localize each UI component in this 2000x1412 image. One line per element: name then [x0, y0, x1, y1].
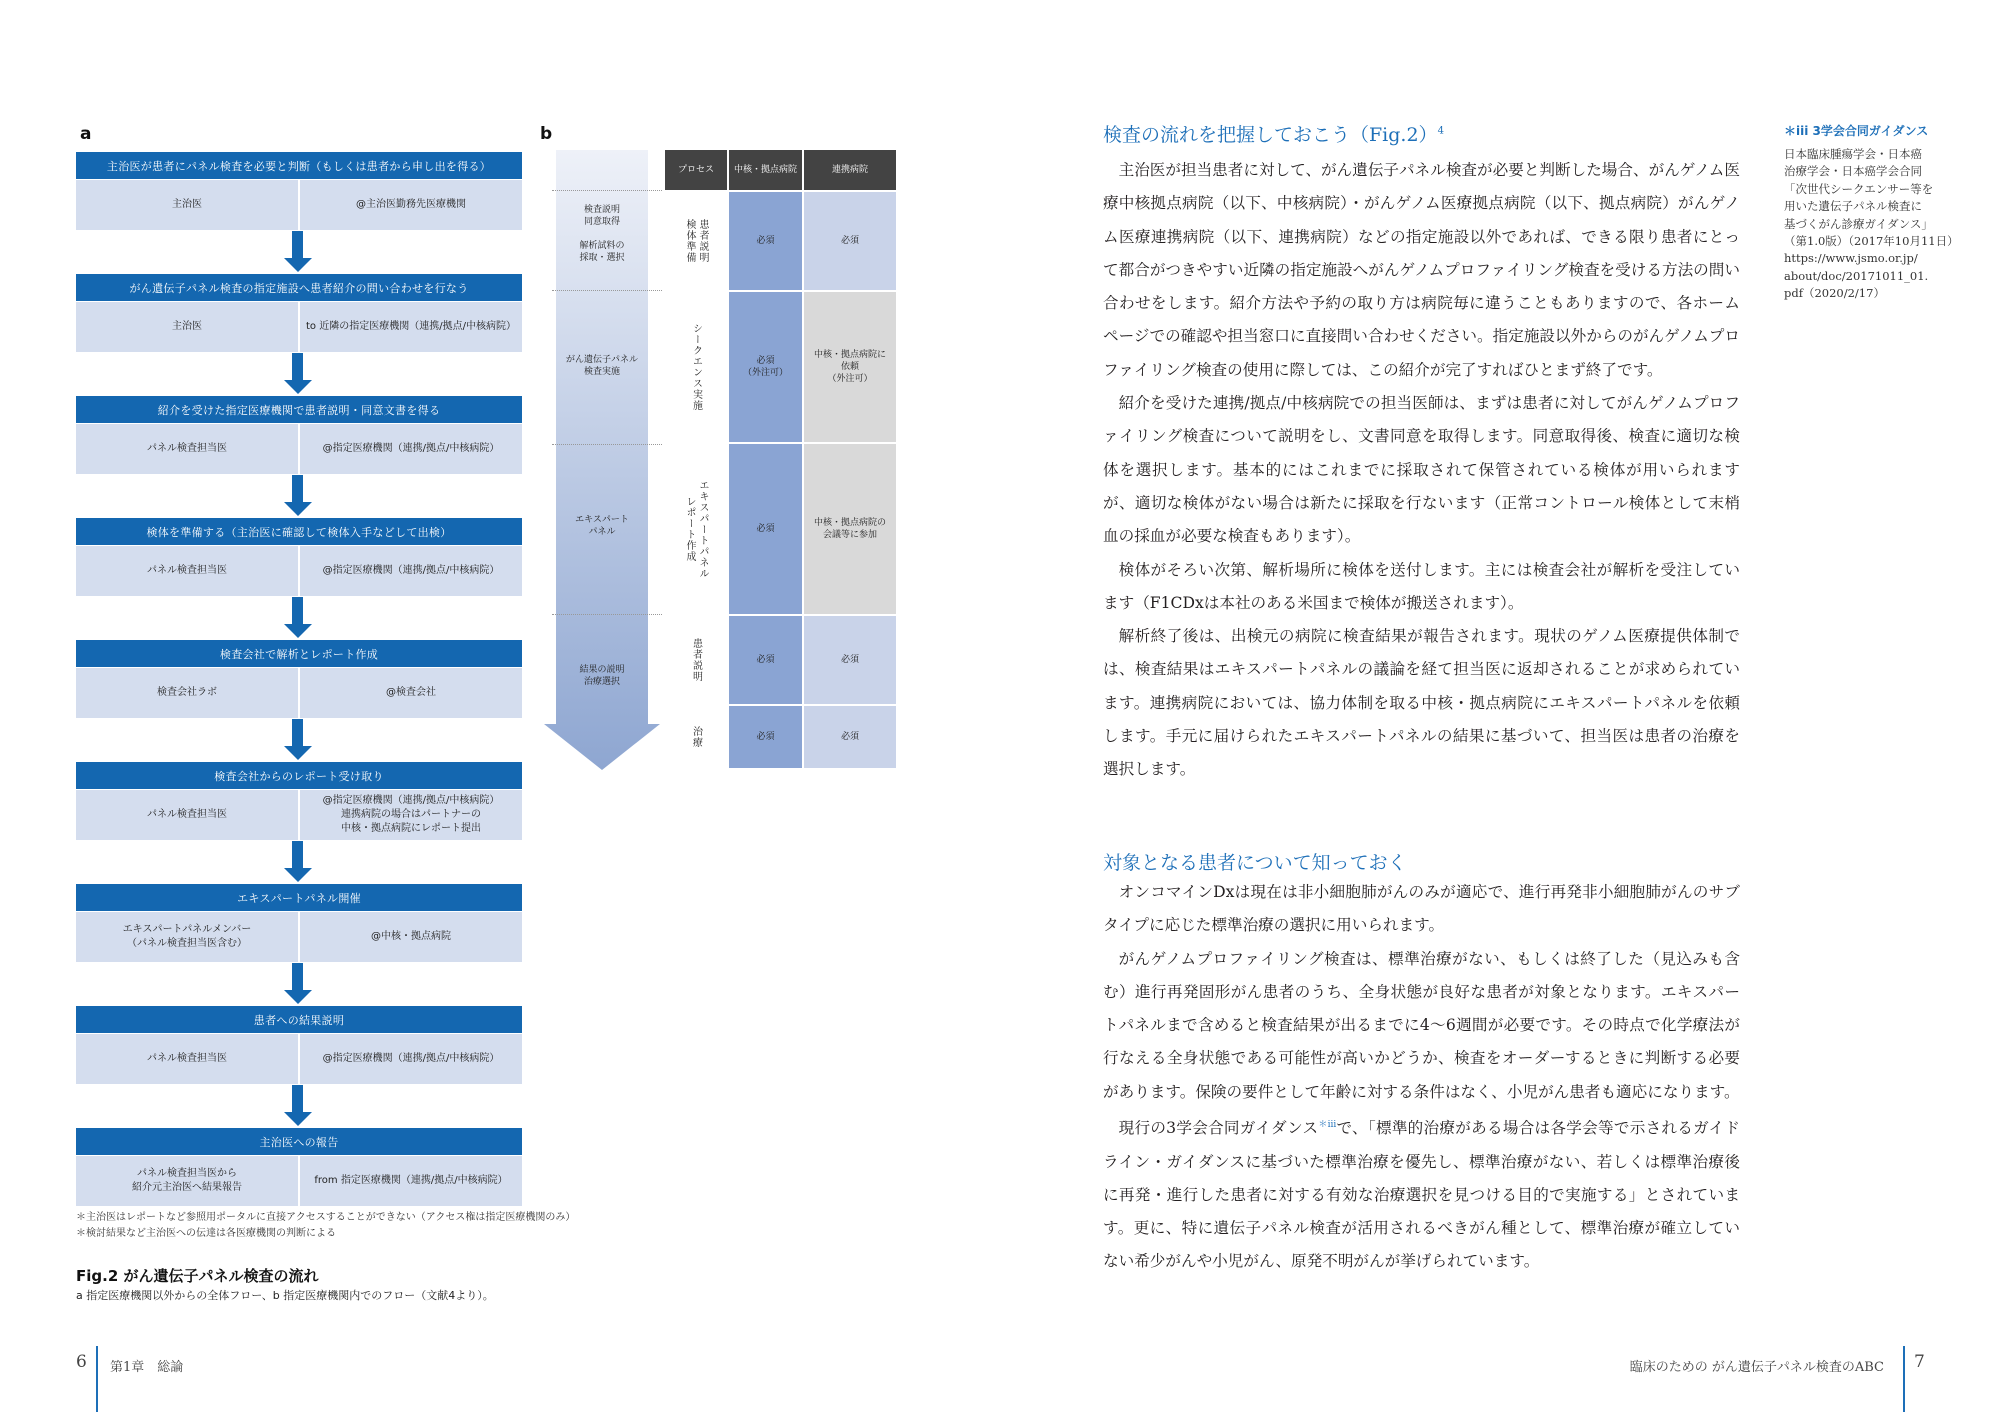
table-header-cell: 連携病院 — [804, 150, 896, 190]
guidance-text-before: 現行の3学会合同ガイダンス — [1118, 1119, 1319, 1138]
process-label: エキスパートパネル レポート作成 — [684, 479, 708, 579]
section2-title: 対象となる患者について知っておく — [1103, 852, 1407, 874]
footnote-1: ＊主治医はレポートなど参照用ポータルに直接アクセスすることができない（アクセス権は指定医療機関のみ） — [76, 1212, 576, 1223]
footnote-2: ＊検討結果など主治医への伝達は各医療機関の判断による — [76, 1228, 336, 1239]
flow-step-location: @検査会社 — [298, 668, 522, 718]
flow-step — [76, 518, 522, 596]
table-partner-cell: 必須 — [804, 192, 896, 290]
table-core-cell: 必須 — [729, 706, 802, 768]
flow-step-title: 主治医が患者にパネル検査を必要と判断（もしくは患者から申し出を得る） — [76, 152, 522, 179]
flow-step-actor: 主治医 — [76, 302, 298, 352]
flow-step-actor: パネル検査担当医 — [76, 1034, 298, 1084]
table-process-cell — [665, 444, 727, 614]
flow-down-arrow — [288, 597, 308, 638]
table-core-cell: 必須 — [729, 444, 802, 614]
table-partner-cell: 必須 — [804, 616, 896, 704]
section2-paragraph: オンコマインDxは現在は非小細胞肺がんのみが適応で、進行再発非小細胞肺がんのサブタイプに応じた標準治療の選択に用いられます。 — [1103, 883, 1740, 935]
flow-step-body — [76, 423, 522, 474]
section1-paragraph: 検体がそろい次第、解析場所に検体を送付します。主には検査会社が解析を受注しています（F1CDxは本社のある米国まで検体が搬送されます）。 — [1103, 560, 1740, 612]
flow-step-body — [76, 911, 522, 962]
process-label: 患者説明 — [690, 638, 702, 682]
flow-down-arrow — [288, 353, 308, 394]
section1-title-text: 検査の流れを把握しておこう（Fig.2） — [1103, 124, 1438, 146]
section1-paragraph: 解析終了後は、出検元の病院に検査結果が報告されます。現状のゲノム医療提供体制では、検査結果はエキスパートパネルの議論を経て担当医に返却されることが求められています。連携病院においては、協力体制を取る中核・拠点病院にエキスパートパネルを依頼します。手元に届けられたエキスパートパネルの結果に基づいて、担当医は患者の治療を選択します。 — [1103, 627, 1740, 779]
sidenote-text: 日本臨床腫瘍学会・日本癌 治療学会・日本癌学会合同 「次世代シークエンサー等を 用いた遺伝子パネル検査に 基づくがん診療ガイダンス」 （第1.0版）（2017年10月11日） https://www.jsmo.or.jp/ about/doc/20171011_01. pdf（2020/2/17） — [1784, 147, 1959, 301]
flow-step-title: 患者への結果説明 — [76, 1006, 522, 1033]
flow-step-location: @指定医療機関（連携/拠点/中核病院） 連携病院の場合はパートナーの 中核・拠点病院にレポート提出 — [298, 790, 522, 840]
flow-step-location: @中核・拠点病院 — [298, 912, 522, 962]
table-core-cell: 必須 — [729, 192, 802, 290]
flow-step-location: from 指定医療機関（連携/拠点/中核病院） — [298, 1156, 522, 1206]
flow-step-location: to 近隣の指定医療機関（連携/拠点/中核病院） — [298, 302, 522, 352]
sidenote-title: ＊iii 3学会合同ガイダンス — [1784, 124, 1929, 138]
flow-step-body — [76, 179, 522, 230]
flow-down-arrow — [288, 841, 308, 882]
table-header-cell: 中核・拠点病院 — [729, 150, 802, 190]
flow-step-body — [76, 1033, 522, 1084]
process-label: 治療 — [690, 726, 702, 748]
table-b-label: b — [540, 124, 553, 144]
flow-step-actor: 主治医 — [76, 180, 298, 230]
flow-step-actor: パネル検査担当医 — [76, 424, 298, 474]
flow-step — [76, 274, 522, 352]
flow-step-location: @主治医勤務先医療機関 — [298, 180, 522, 230]
section2-body — [1103, 876, 1740, 1279]
section2-paragraph: がんゲノムプロファイリング検査は、標準治療がない、もしくは終了した（見込みも含む）進行再発固形がん患者のうち、全身状態が良好な患者が対象となります。エキスパートパネルまで含めると検査結果が出るまでに4～6週間が必要です。その時点で化学療法が行なえる全身状態である可能性が高いかどうか、検査をオーダーするときに判断する必要があります。保険の要件として年齢に対する条件はなく、小児がん患者も適応になります。 — [1103, 949, 1740, 1101]
flow-step-body — [76, 1155, 522, 1206]
flow-step-location: @指定医療機関（連携/拠点/中核病院） — [298, 1034, 522, 1084]
right-page-number: 7 — [1914, 1352, 1925, 1372]
flow-down-arrow — [288, 1085, 308, 1126]
figure-title: Fig.2 がん遺伝子パネル検査の流れ — [76, 1267, 319, 1285]
flow-step-actor: パネル検査担当医 — [76, 546, 298, 596]
flow-step-title: がん遺伝子パネル検査の指定施設へ患者紹介の問い合わせを行なう — [76, 274, 522, 301]
right-footer-bar — [1903, 1346, 1905, 1412]
flow-step — [76, 640, 522, 718]
table-process-cell — [665, 192, 727, 290]
flow-step-title: 検体を準備する（主治医に確認して検体入手などして出検） — [76, 518, 522, 545]
table-core-cell: 必須 （外注可） — [729, 292, 802, 442]
flow-step-title: 検査会社で解析とレポート作成 — [76, 640, 522, 667]
flow-step-actor: エキスパートパネルメンバー （パネル検査担当医含む） — [76, 912, 298, 962]
section1-title — [1103, 120, 1444, 147]
section1-paragraph: 紹介を受けた連携/拠点/中核病院での担当医師は、まずは患者に対してがんゲノムプロファイリング検査について説明をし、文書同意を取得します。同意取得後、検査に適切な検体を選択します。基本的にはこれまでに採取されて保管されている検体が用いられますが、適切な検体がない場合は新たに採取を行ないます（正常コントロール検体として末梢血の採血が必要な検査もあります）。 — [1103, 394, 1740, 546]
guidance-text-after: で、「標準的治療がある場合は各学会等で示されるガイドライン・ガイダンスに基づいた標準治療を優先し、標準治療がない、若しくは標準治療後に再発・進行した患者に対する有効な治療選択を見つける目的で実施する」とされています。更に、特に遺伝子パネル検査が活用されるべきがん種として、標準治療が確立していない希少がんや小児がん、原発不明がんが挙げられています。 — [1103, 1119, 1740, 1271]
flow-step-title: エキスパートパネル開催 — [76, 884, 522, 911]
phase-expert-panel: エキスパート パネル — [575, 515, 629, 537]
left-running-head: 第1章 総論 — [110, 1360, 184, 1375]
flow-step — [76, 884, 522, 962]
table-partner-cell: 必須 — [804, 706, 896, 768]
phase-divider — [552, 614, 662, 616]
section1-ref: 4 — [1437, 125, 1444, 137]
flow-step-body — [76, 789, 522, 840]
flow-a-label: a — [80, 124, 92, 144]
flow-down-arrow — [288, 963, 308, 1004]
flow-step — [76, 396, 522, 474]
flow-footnotes — [76, 1210, 616, 1242]
flow-step-location: @指定医療機関（連携/拠点/中核病院） — [298, 424, 522, 474]
figure-caption: a 指定医療機関以外からの全体フロー、b 指定医療機関内でのフロー（文献4より）。 — [76, 1289, 494, 1302]
flow-step-body — [76, 545, 522, 596]
guidance-ref: ＊iii — [1318, 1120, 1337, 1131]
phase-consent: 検査説明 同意取得 解析試料の 採取・選択 — [579, 205, 625, 263]
process-label: 患者説明 検体準備 — [684, 219, 708, 263]
table-process-cell — [665, 616, 727, 704]
flow-down-arrow — [288, 231, 308, 272]
flow-step — [76, 152, 522, 230]
flow-step-body — [76, 667, 522, 718]
right-running-head: 臨床のための がん遺伝子パネル検査のABC — [1629, 1360, 1884, 1375]
table-partner-cell: 中核・拠点病院に 依頼 （外注可） — [804, 292, 896, 442]
flow-down-arrow — [288, 475, 308, 516]
section1-body — [1103, 154, 1740, 787]
section1-paragraph: 主治医が担当患者に対して、がん遺伝子パネル検査が必要と判断した場合、がんゲノム医療中核拠点病院（以下、中核病院）・がんゲノム医療拠点病院（以下、拠点病院）がんゲノム医療連携病院（以下、連携病院）などの指定施設以外であれば、できる限り患者にとって都合がつきやすい近隣の指定施設へがんゲノムプロファイリング検査を受ける方法の問い合わせをします。紹介方法や予約の取り方は病院毎に違うこともありますので、各ホームページでの確認や担当窓口に直接問い合わせください。指定施設以外からのがんゲノムプロファイリング検査の使用に際しては、この紹介が完了すればひとまず終了です。 — [1103, 161, 1740, 379]
table-header-cell: プロセス — [665, 150, 727, 190]
flow-step — [76, 1006, 522, 1084]
flow-step-title: 主治医への報告 — [76, 1128, 522, 1155]
table-process-cell — [665, 292, 727, 442]
flow-step-title: 検査会社からのレポート受け取り — [76, 762, 522, 789]
phase-divider — [552, 290, 662, 292]
table-core-cell: 必須 — [729, 616, 802, 704]
table-process-cell — [665, 706, 727, 768]
flow-down-arrow — [288, 719, 308, 760]
flow-step-location: @指定医療機関（連携/拠点/中核病院） — [298, 546, 522, 596]
flow-step-actor: 検査会社ラボ — [76, 668, 298, 718]
left-page-number: 6 — [76, 1352, 87, 1372]
flow-step — [76, 762, 522, 840]
flow-step — [76, 1128, 522, 1206]
table-partner-cell: 中核・拠点病院の 会議等に参加 — [804, 444, 896, 614]
flow-step-actor: パネル検査担当医から 紹介元主治医へ結果報告 — [76, 1156, 298, 1206]
left-footer-bar — [96, 1346, 98, 1412]
flow-step-body — [76, 301, 522, 352]
phase-result: 結果の説明 治療選択 — [579, 665, 625, 687]
phase-panel-test: がん遺伝子パネル 検査実施 — [565, 355, 638, 377]
section2-paragraph — [1103, 1109, 1740, 1279]
flow-step-actor: パネル検査担当医 — [76, 790, 298, 840]
process-label: シークエンス実施 — [690, 323, 702, 411]
phase-divider — [552, 190, 662, 192]
phase-divider — [552, 444, 662, 446]
flow-step-title: 紹介を受けた指定医療機関で患者説明・同意文書を得る — [76, 396, 522, 423]
